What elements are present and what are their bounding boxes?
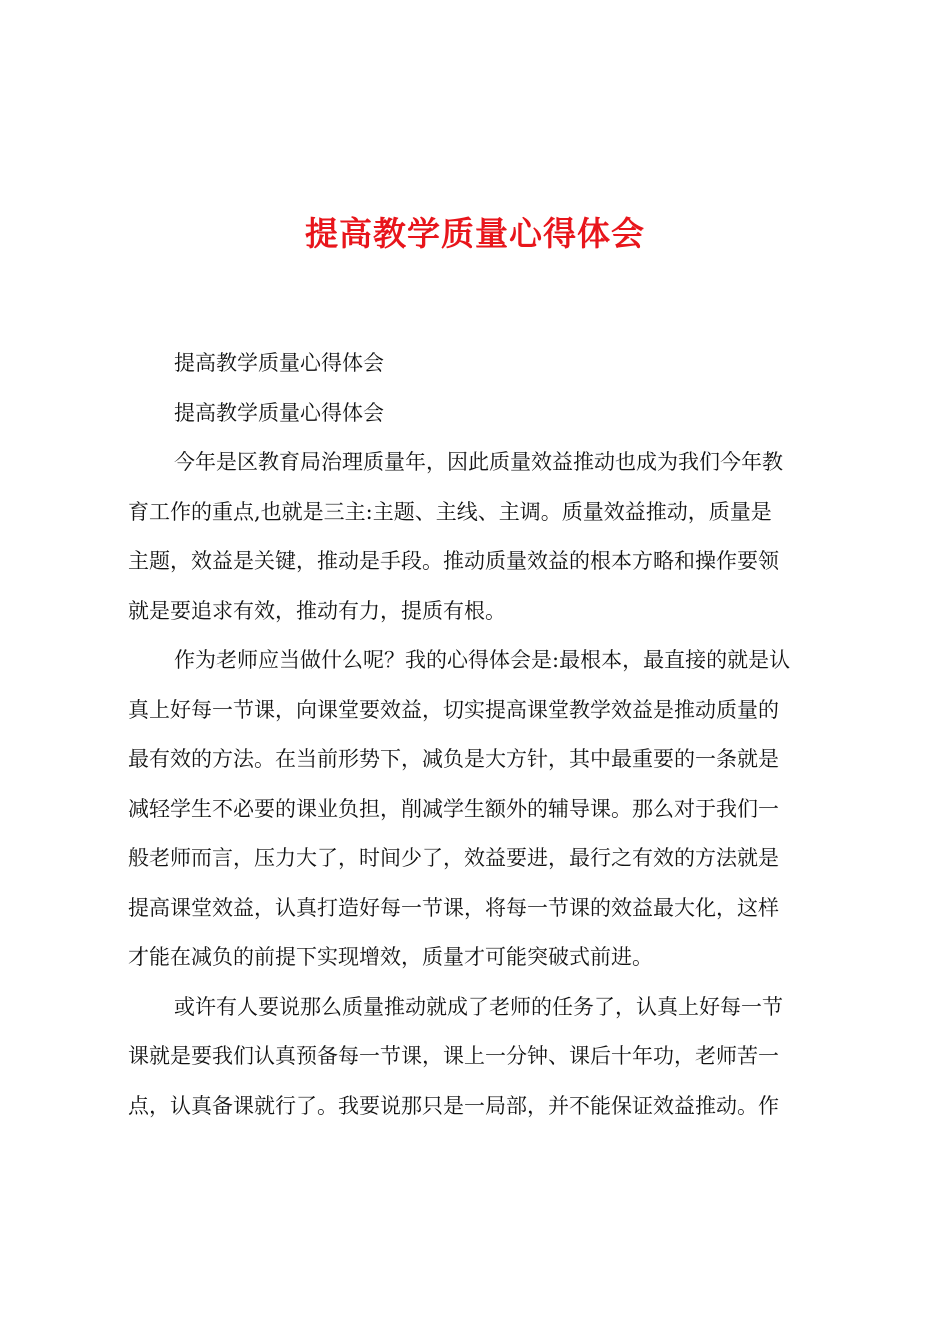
paragraph-line: 就是要追求有效，推动有力，提质有根。 bbox=[128, 598, 506, 623]
paragraph-line: 般老师而言，压力大了，时间少了，效益要进，最行之有效的方法就是 bbox=[128, 846, 779, 870]
document-title: 提高教学质量心得体会 bbox=[305, 214, 645, 253]
paragraph-line: 课就是要我们认真预备每一节课，课上一分钟、课后十年功，老师苦一 bbox=[128, 1044, 779, 1068]
paragraph-line: 育工作的重点,也就是三主:主题、主线、主调。质量效益推动，质量是 bbox=[128, 499, 772, 524]
paragraph-line: 真上好每一节课，向课堂要效益，切实提高课堂教学效益是推动质量的 bbox=[128, 697, 779, 722]
paragraph-line: 最有效的方法。在当前形势下，减负是大方针，其中最重要的一条就是 bbox=[128, 747, 779, 771]
heading-line: 提高教学质量心得体会 bbox=[174, 351, 384, 375]
paragraph-line: 点，认真备课就行了。我要说那只是一局部，并不能保证效益推动。作 bbox=[128, 1093, 779, 1118]
paragraph-line: 或许有人要说那么质量推动就成了老师的任务了，认真上好每一节 bbox=[174, 994, 783, 1019]
paragraph-line: 作为老师应当做什么呢？我的心得体会是:最根本，最直接的就是认 bbox=[174, 648, 791, 672]
heading-line: 提高教学质量心得体会 bbox=[174, 400, 384, 425]
paragraph-line: 减轻学生不必要的课业负担，削减学生额外的辅导课。那么对于我们一 bbox=[128, 796, 779, 821]
paragraph-line: 才能在减负的前提下实现增效，质量才可能突破式前进。 bbox=[128, 945, 653, 969]
paragraph-line: 今年是区教育局治理质量年，因此质量效益推动也成为我们今年教 bbox=[174, 450, 783, 474]
paragraph-line: 主题，效益是关键，推动是手段。推动质量效益的根本方略和操作要领 bbox=[128, 549, 779, 573]
document-body bbox=[128, 339, 832, 1131]
paragraph-line: 提高课堂效益，认真打造好每一节课，将每一节课的效益最大化，这样 bbox=[128, 895, 779, 920]
